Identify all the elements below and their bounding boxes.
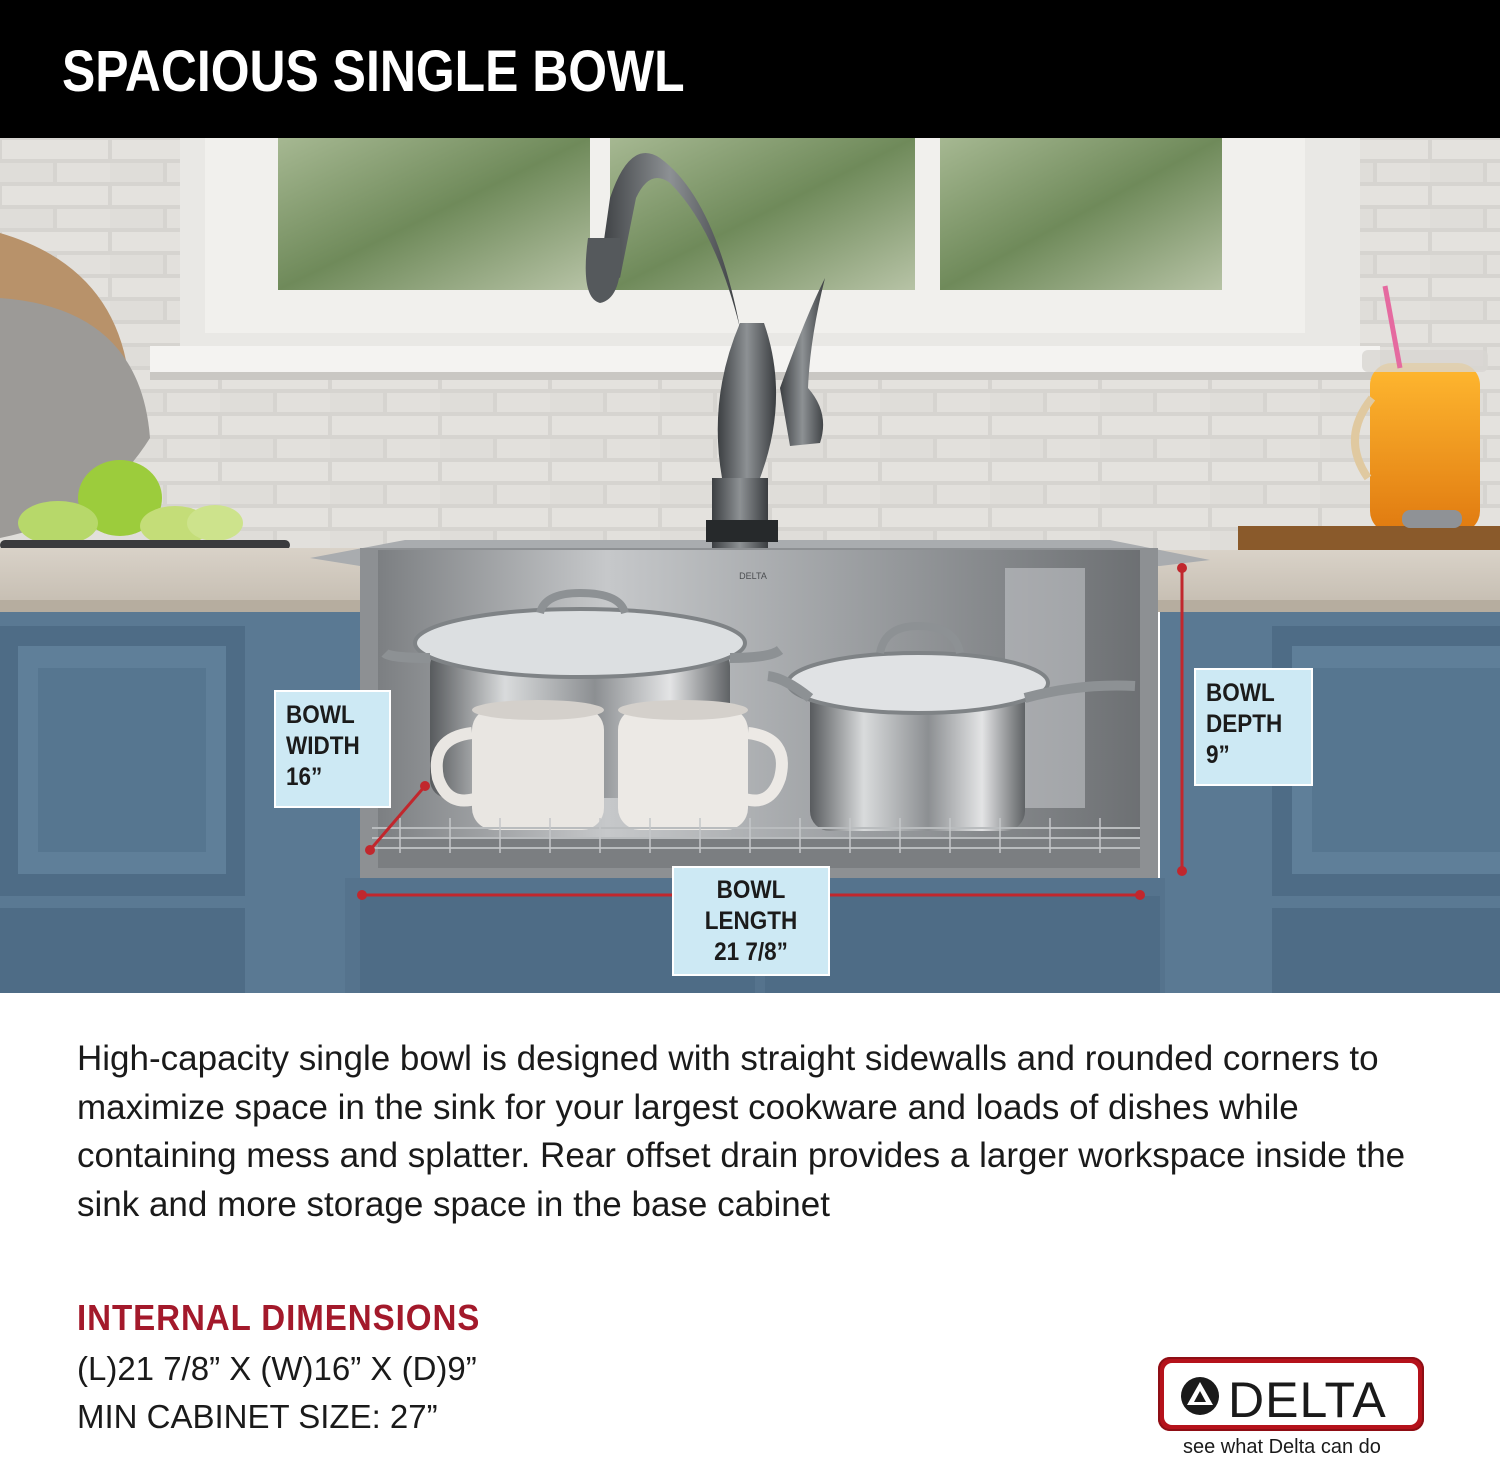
min-cabinet-size-line: MIN CABINET SIZE: 27”	[77, 1398, 438, 1435]
delta-logo	[1158, 1357, 1424, 1431]
kitchen-sink-photo	[0, 138, 1500, 993]
brand-tagline: see what Delta can do	[1183, 1436, 1381, 1458]
delta-wordmark: DELTA	[1228, 1372, 1387, 1428]
bowl-length-label-1: BOWL	[716, 876, 786, 904]
bowl-length-value: 21 7/8”	[714, 938, 788, 966]
bowl-width-label-1: BOWL	[286, 701, 355, 729]
internal-dimensions-heading: INTERNAL DIMENSIONS	[77, 1297, 481, 1338]
bowl-depth-value: 9”	[1206, 741, 1230, 769]
bowl-width-label-2: WIDTH	[286, 732, 360, 760]
product-description: High-capacity single bowl is designed with straight sidewalls and rounded corners to maximize space in the sink for your largest cookware and loads of dishes while containing mess and splatter. Rear offset drain provides a larger workspace inside the sink and more storage space in the base cabinet	[77, 1039, 1406, 1224]
bowl-depth-label-1: BOWL	[1206, 679, 1275, 707]
bowl-width-callout	[274, 690, 391, 808]
header-banner	[0, 0, 1500, 138]
bowl-length-callout	[672, 866, 830, 976]
bowl-depth-label-2: DEPTH	[1206, 710, 1283, 738]
bowl-width-value: 16”	[286, 763, 323, 791]
bowl-depth-callout	[1194, 668, 1313, 786]
sink-brand-mark: DELTA	[739, 571, 767, 581]
delta-triangle-icon	[1180, 1376, 1220, 1416]
dimensions-size-line: (L)21 7/8” X (W)16” X (D)9”	[77, 1350, 477, 1387]
bowl-length-label-2: LENGTH	[704, 907, 798, 935]
page-title: SPACIOUS SINGLE BOWL	[62, 39, 685, 104]
